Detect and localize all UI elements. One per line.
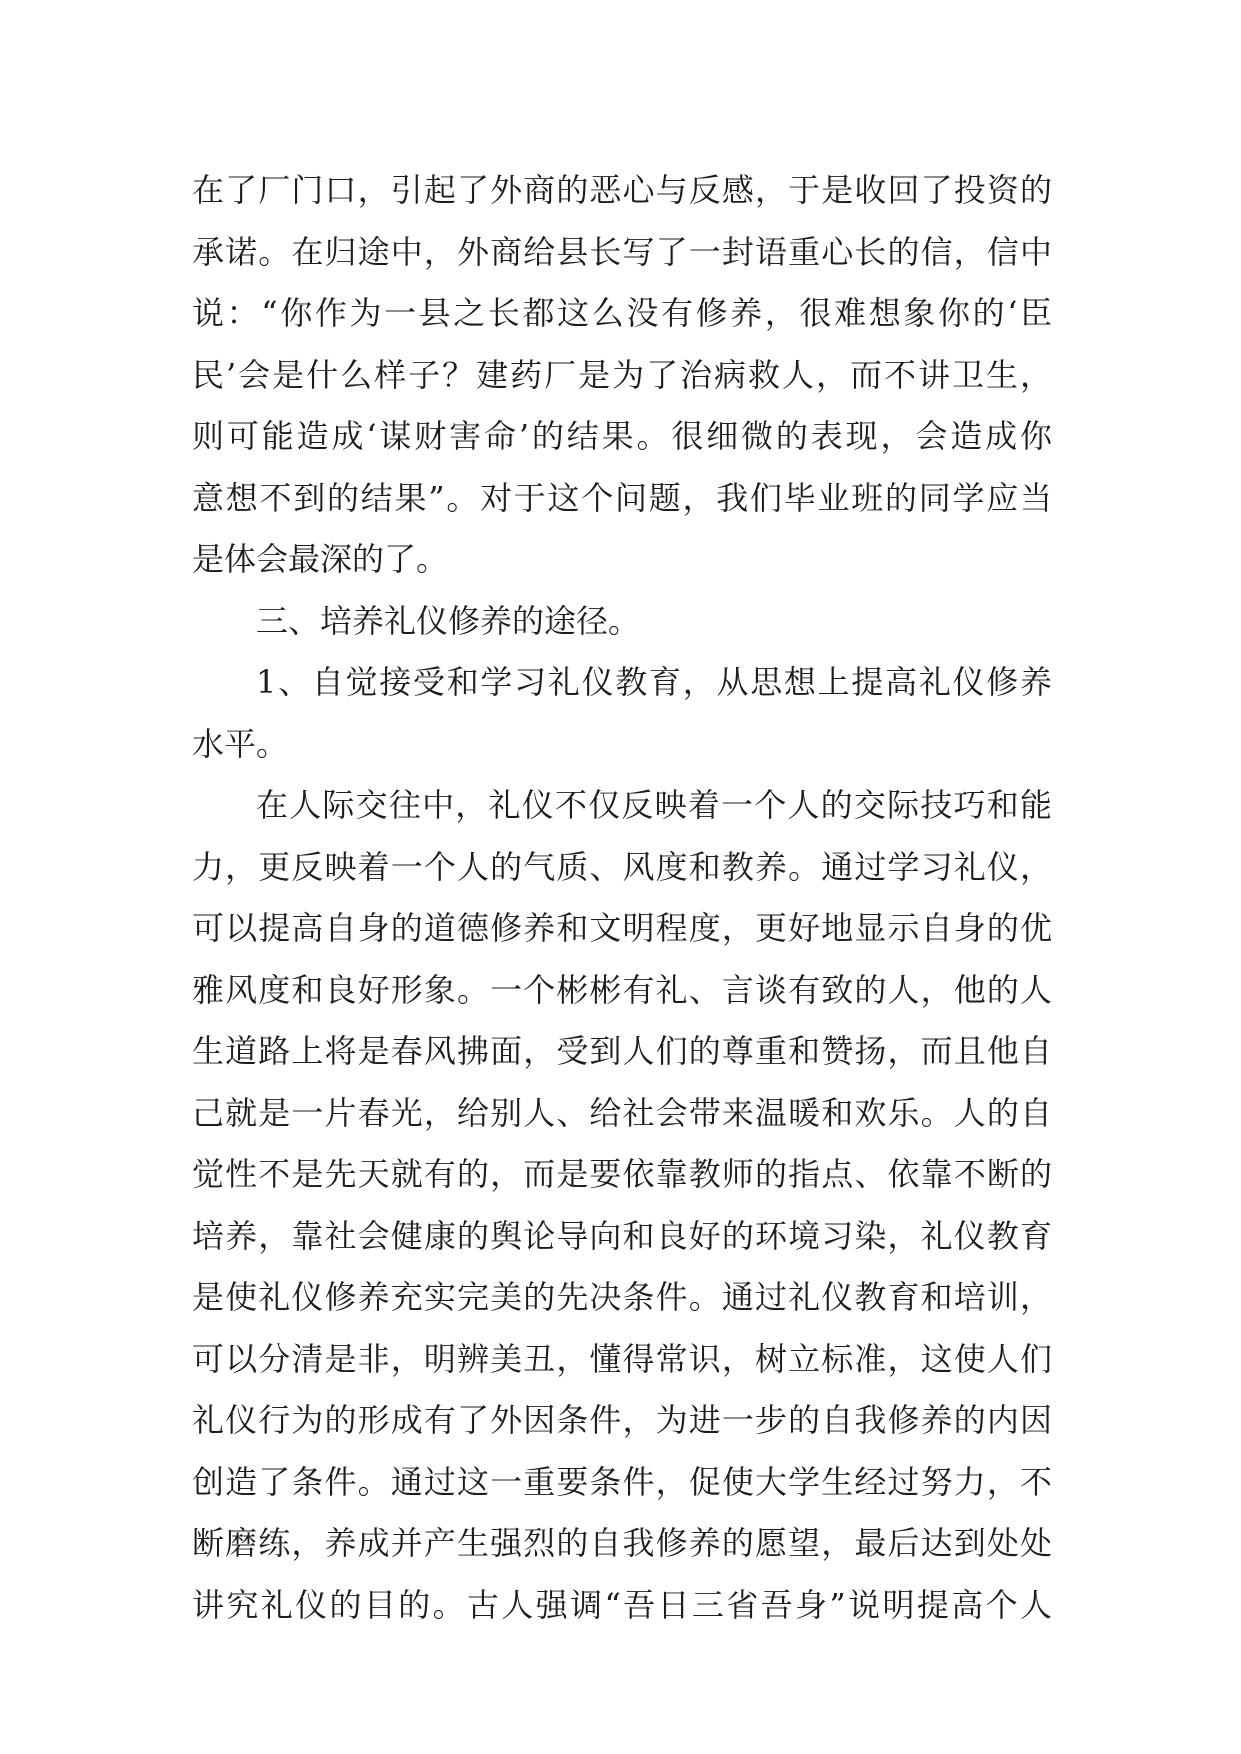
text-line: 断磨练，养成并产生强烈的自我修养的愿望，最后达到处处 [192,1524,1052,1562]
section-heading: 三、培养礼仪修养的途径。 [256,601,641,640]
text-line: 生道路上将是春风拂面，受到人们的尊重和赞扬，而且他自 [192,1032,1052,1070]
text-line: 讲究礼仪的目的。古人强调“吾日三省吾身”说明提高个人 [192,1585,1052,1624]
text-line: 在人际交往中，礼仪不仅反映着一个人的交际技巧和能 [256,786,1052,824]
text-line: 是体会最深的了。 [192,540,449,578]
body-text [192,160,1052,1636]
text-line: 可以提高自身的道德修养和文明程度，更好地显示自身的优 [192,909,1052,947]
text-line: 意想不到的结果”。对于这个问题，我们毕业班的同学应当 [192,478,1052,517]
text-line: 己就是一片春光，给别人、给社会带来温暖和欢乐。人的自 [192,1093,1052,1132]
subsection-heading: 1、自觉接受和学习礼仪教育，从思想上提高礼仪修养 [256,663,1052,701]
text-line: 力，更反映着一个人的气质、风度和教养。通过学习礼仪， [192,847,1052,886]
text-line: 可以分清是非，明辨美丑，懂得常识，树立标准，这使人们 [192,1339,1052,1378]
text-line: 雅风度和良好形象。一个彬彬有礼、言谈有致的人，他的人 [192,970,1052,1009]
text-line: 培养，靠社会健康的舆论导向和良好的环境习染，礼仪教育 [192,1216,1052,1255]
text-line: 承诺。在归途中，外商给县长写了一封语重心长的信，信中 [192,232,1052,271]
text-line: 在了厂门口，引起了外商的恶心与反感，于是收回了投资的 [192,171,1052,209]
subsection-heading-cont: 水平。 [192,724,289,763]
text-line: 民’会是什么样子？建药厂是为了治病救人，而不讲卫生， [192,355,1052,394]
text-line: 创造了条件。通过这一重要条件，促使大学生经过努力，不 [192,1462,1052,1501]
text-line: 说：“你作为一县之长都这么没有修养，很难想象你的‘臣 [192,294,1052,332]
text-line: 觉性不是先天就有的，而是要依靠教师的指点、依靠不断的 [192,1155,1052,1193]
text-line: 则可能造成‘谋财害命’的结果。很细微的表现，会造成你 [192,417,1052,455]
text-line: 礼仪行为的形成有了外因条件，为进一步的自我修养的内因 [192,1401,1052,1439]
text-line: 是使礼仪修养充实完美的先决条件。通过礼仪教育和培训， [192,1278,1052,1316]
